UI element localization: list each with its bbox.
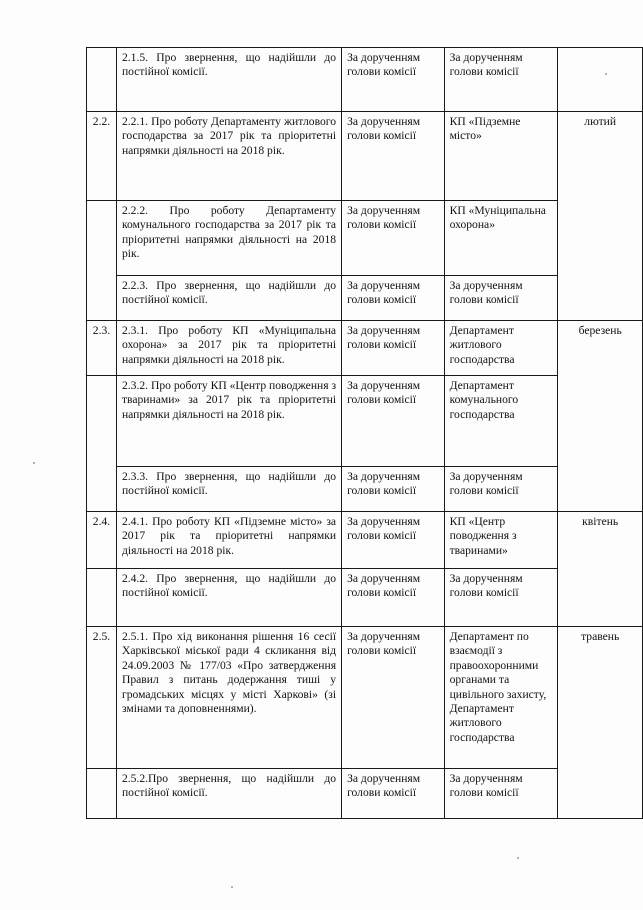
topic-cell: 2.2.2. Про роботу Департаменту комунального господарства за 2017 рік та пріоритетні напрямки діяльності на 2018 рік. <box>116 201 341 276</box>
speaker-cell: За дорученням голови комісії <box>342 569 445 627</box>
topic-cell: 2.3.3. Про звернення, що надійшли до постійної комісії. <box>116 467 341 512</box>
topic-cell: 2.2.1. Про роботу Департаменту житлового господарства за 2017 рік та пріоритетні напрямки діяльності на 2018 рік. <box>116 112 341 201</box>
work-plan-table <box>86 47 643 819</box>
scan-speck <box>517 857 519 859</box>
topic-cell: 2.3.1. Про роботу КП «Муніципальна охорона» за 2017 рік та пріоритетні напрямки діяльності на 2018 рік. <box>116 321 341 376</box>
speaker-cell: За дорученням голови комісії <box>342 467 445 512</box>
responsible-cell: За дорученням голови комісії <box>444 769 558 819</box>
responsible-cell: За дорученням голови комісії <box>444 276 558 321</box>
topic-cell: 2.5.1. Про хід виконання рішення 16 сесії Харківської міської ради 4 скликання від 24.09.2003 № 177/03 «Про затвердження Правил з питань додержання тиші у громадських місцях у місті Харкові» (зі змінами та доповненнями). <box>116 627 341 769</box>
topic-cell: 2.3.2. Про роботу КП «Центр поводження з тваринами» за 2017 рік та пріоритетні напрямки діяльності на 2018 рік. <box>116 376 341 467</box>
item-number <box>87 769 117 819</box>
speaker-cell: За дорученням голови комісії <box>342 321 445 376</box>
responsible-cell: За дорученням голови комісії <box>444 48 558 112</box>
table-row <box>87 112 643 201</box>
topic-cell: 2.1.5. Про звернення, що надійшли до постійної комісії. <box>116 48 341 112</box>
month-cell <box>558 48 643 112</box>
item-number: 2.4. <box>87 512 117 569</box>
scan-speck <box>231 886 233 888</box>
scan-speck <box>605 73 607 75</box>
item-number <box>87 48 117 112</box>
item-number: 2.5. <box>87 627 117 769</box>
item-number <box>87 569 117 627</box>
table-row <box>87 627 643 769</box>
table-row <box>87 321 643 376</box>
month-cell: березень <box>558 321 643 512</box>
speaker-cell: За дорученням голови комісії <box>342 769 445 819</box>
responsible-cell: За дорученням голови комісії <box>444 467 558 512</box>
item-number: 2.3. <box>87 321 117 376</box>
item-number <box>87 376 117 512</box>
topic-cell: 2.4.1. Про роботу КП «Підземне місто» за 2017 рік та пріоритетні напрямки діяльності на 2018 рік. <box>116 512 341 569</box>
responsible-cell: За дорученням голови комісії <box>444 569 558 627</box>
speaker-cell: За дорученням голови комісії <box>342 512 445 569</box>
month-cell: травень <box>558 627 643 819</box>
speaker-cell: За дорученням голови комісії <box>342 627 445 769</box>
speaker-cell: За дорученням голови комісії <box>342 112 445 201</box>
item-number <box>87 201 117 321</box>
speaker-cell: За дорученням голови комісії <box>342 376 445 467</box>
responsible-cell: Департамент комунального господарства <box>444 376 558 467</box>
responsible-cell: Департамент житлового господарства <box>444 321 558 376</box>
topic-cell: 2.2.3. Про звернення, що надійшли до постійної комісії. <box>116 276 341 321</box>
responsible-cell: Департамент по взаємодії з правоохоронними органами та цивільного захисту, Департамент житлового господарства <box>444 627 558 769</box>
topic-cell: 2.4.2. Про звернення, що надійшли до постійної комісії. <box>116 569 341 627</box>
item-number: 2.2. <box>87 112 117 201</box>
table-row <box>87 48 643 112</box>
month-cell: квітень <box>558 512 643 627</box>
responsible-cell: КП «Центр поводження з тваринами» <box>444 512 558 569</box>
responsible-cell: КП «Підземне місто» <box>444 112 558 201</box>
table-row <box>87 512 643 569</box>
speaker-cell: За дорученням голови комісії <box>342 48 445 112</box>
speaker-cell: За дорученням голови комісії <box>342 201 445 276</box>
scan-speck <box>33 462 35 464</box>
topic-cell: 2.5.2.Про звернення, що надійшли до постійної комісії. <box>116 769 341 819</box>
month-cell: лютий <box>558 112 643 321</box>
speaker-cell: За дорученням голови комісії <box>342 276 445 321</box>
responsible-cell: КП «Муніципальна охорона» <box>444 201 558 276</box>
